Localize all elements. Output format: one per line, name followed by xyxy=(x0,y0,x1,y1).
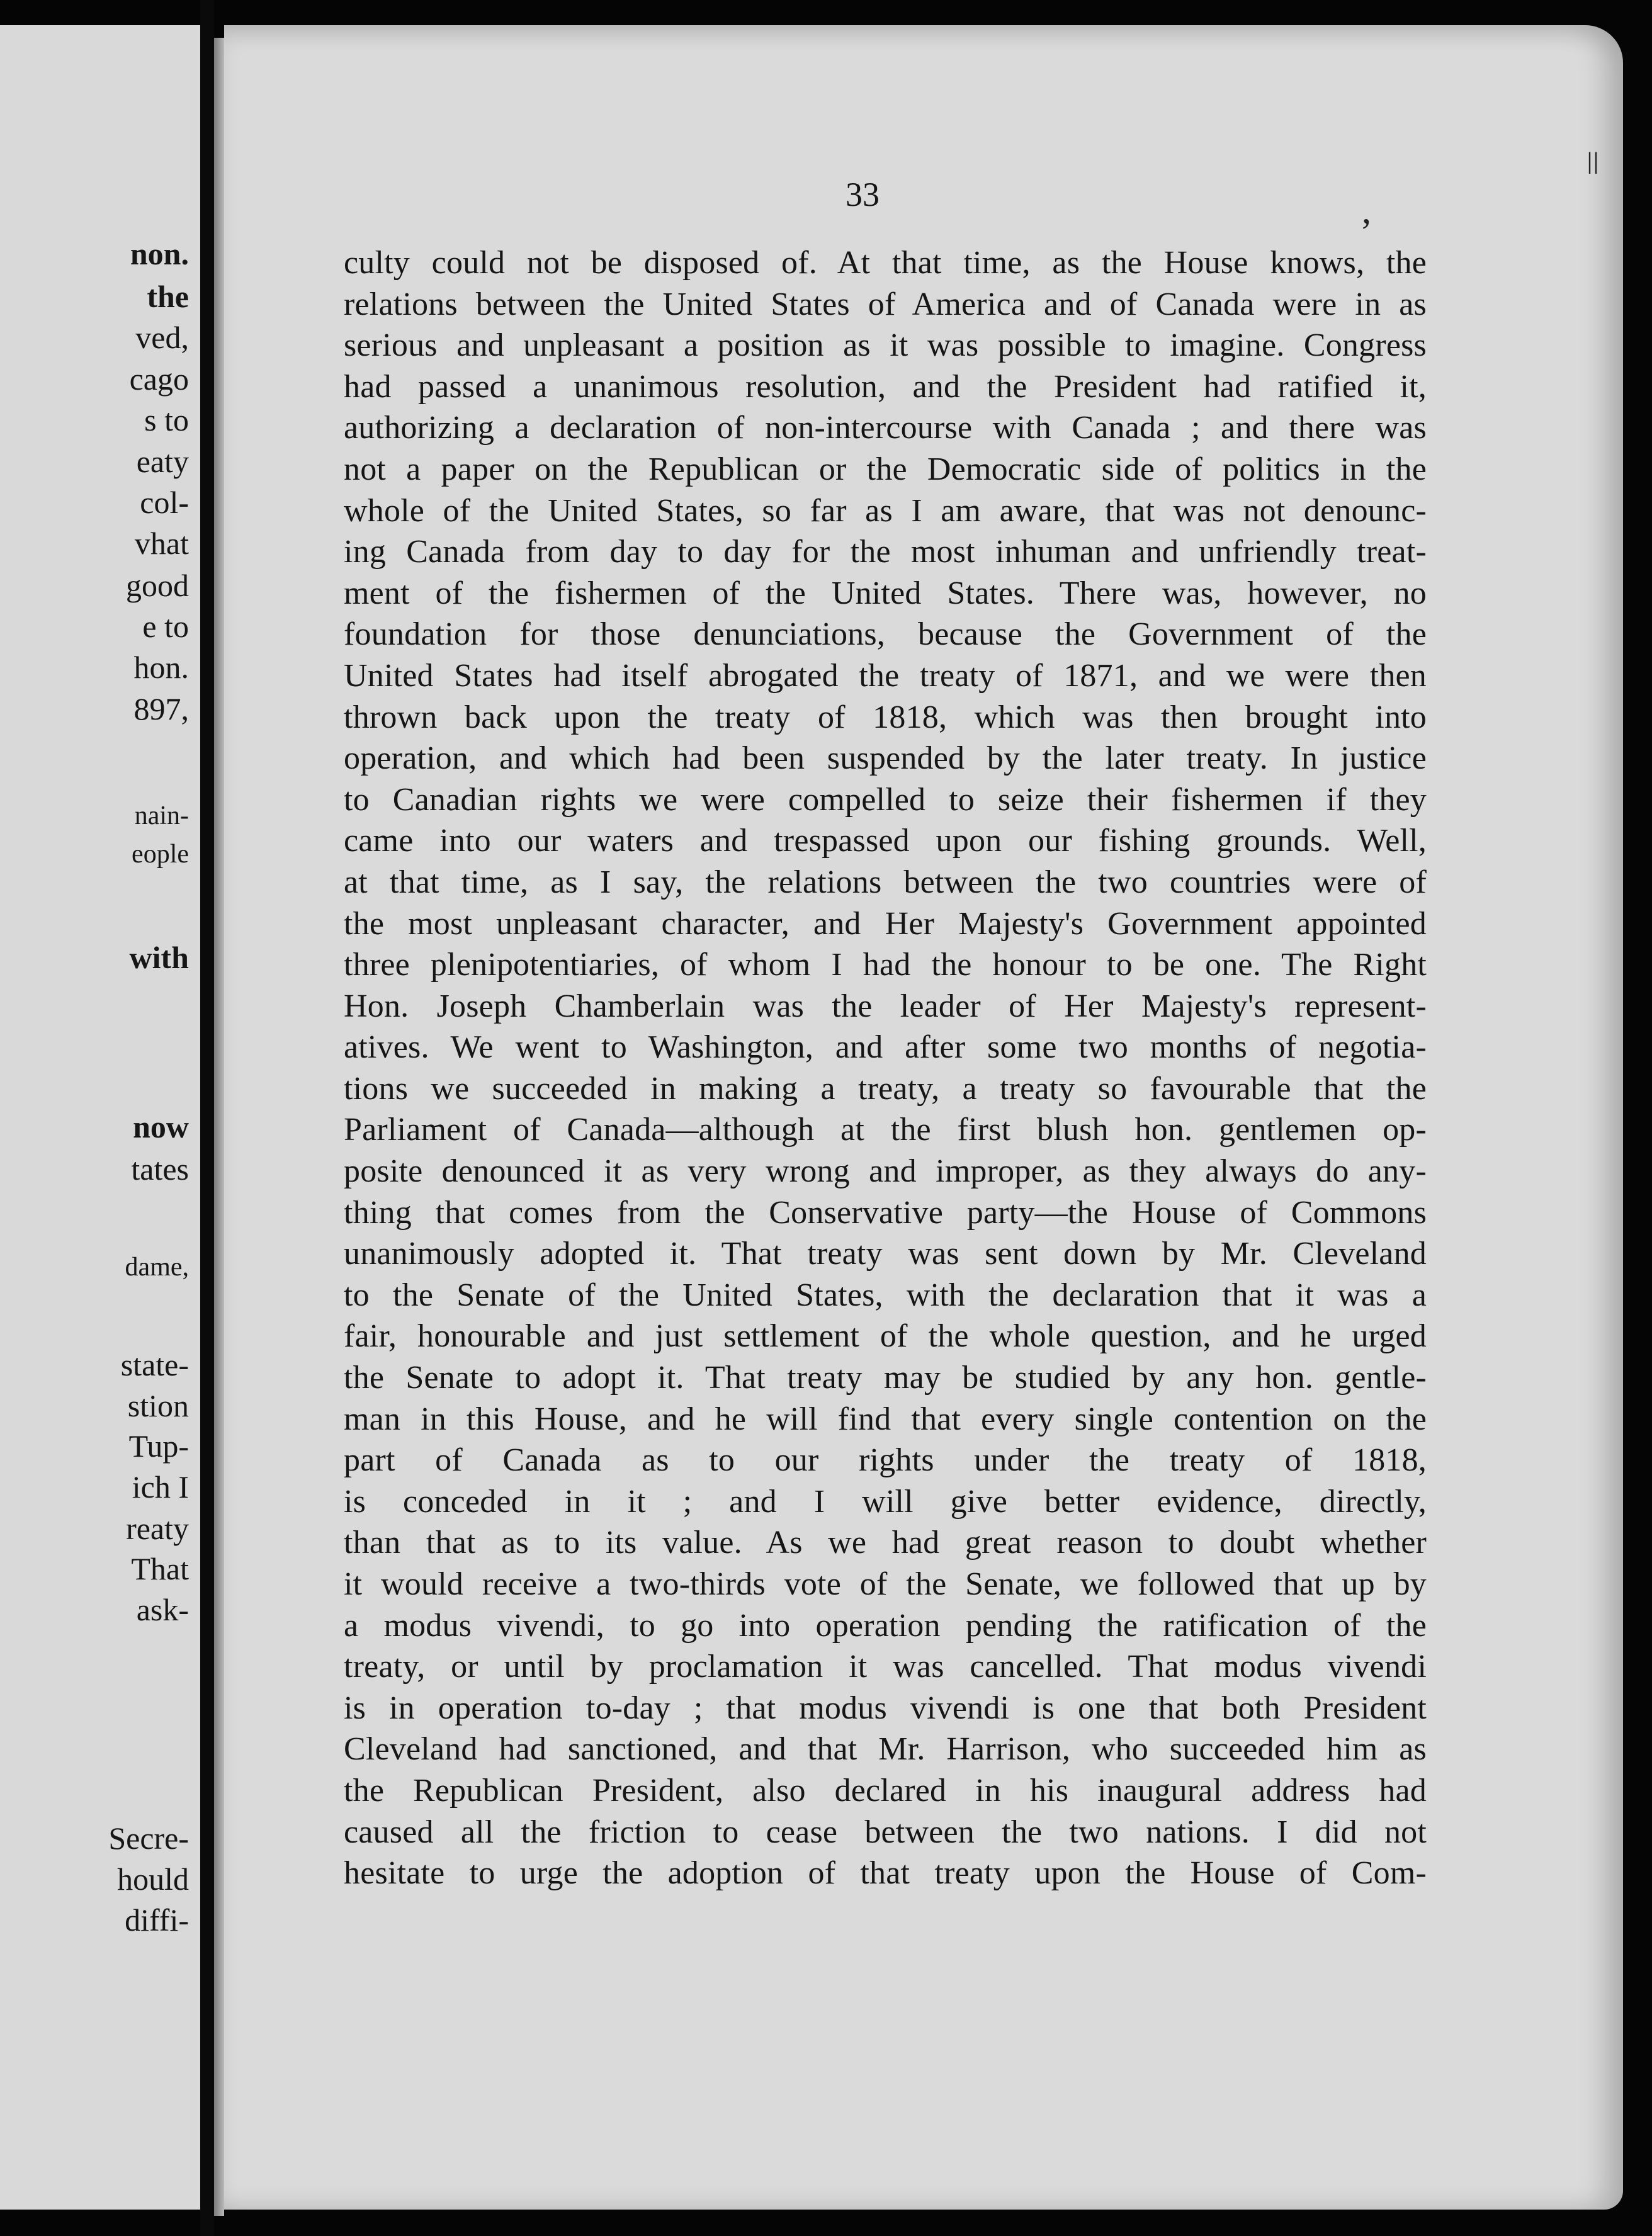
adjacent-page-text-fragment: ich I xyxy=(132,1469,189,1505)
adjacent-page-text-fragment: diffi- xyxy=(125,1902,189,1938)
adjacent-page-text-fragment: ask- xyxy=(136,1592,189,1627)
text-line: relations between the United States of America and of Canada were in as xyxy=(344,286,1427,322)
adjacent-page-text-fragment: That xyxy=(131,1551,189,1586)
text-line: part of Canada as to our rights under the treaty of 1818, xyxy=(344,1442,1427,1479)
text-line: Hon. Joseph Chamberlain was the leader of Her Majesty's represent- xyxy=(344,988,1427,1024)
adjacent-page-text-fragment: cago xyxy=(129,361,189,397)
text-line: thrown back upon the treaty of 1818, which was then brought into xyxy=(344,699,1427,735)
text-line: posite denounced it as very wrong and improper, as they always do any- xyxy=(344,1153,1427,1190)
adjacent-page-text-fragment: tates xyxy=(131,1151,189,1187)
text-line: whole of the United States, so far as I am aware, that was not denounc- xyxy=(344,492,1427,529)
text-line: serious and unpleasant a position as it was possible to imagine. Congress xyxy=(344,327,1427,364)
adjacent-page-text-fragment: the xyxy=(147,279,189,314)
text-line: it would receive a two-thirds vote of the Senate, we followed that up by xyxy=(344,1566,1427,1602)
text-line: came into our waters and trespassed upon our fishing grounds. Well, xyxy=(344,823,1427,859)
adjacent-page-text-fragment: vhat xyxy=(134,526,189,561)
adjacent-page-text-fragment: ved, xyxy=(135,320,189,355)
adjacent-page-text-fragment: s to xyxy=(144,402,189,438)
adjacent-page-text-fragment: now xyxy=(133,1109,189,1144)
text-line: United States had itself abrogated the treaty of 1871, and we were then xyxy=(344,657,1427,694)
text-line: hesitate to urge the adoption of that treaty upon the House of Com- xyxy=(344,1855,1427,1892)
adjacent-page-text-fragment: stion xyxy=(127,1388,189,1423)
text-line: not a paper on the Republican or the Democratic side of politics in the xyxy=(344,451,1427,487)
text-line: had passed a unanimous resolution, and the President had ratified it, xyxy=(344,368,1427,405)
page-number: 33 xyxy=(846,176,880,213)
adjacent-page-text-fragment: eople xyxy=(132,840,189,869)
adjacent-page-text-fragment: e to xyxy=(142,609,189,644)
text-line: man in this House, and he will find that every single contention on the xyxy=(344,1401,1427,1437)
adjacent-page-text-fragment: 897, xyxy=(133,691,189,726)
adjacent-page-text-fragment: Tup- xyxy=(128,1428,189,1464)
adjacent-page-text-fragment: hon. xyxy=(133,650,189,685)
text-line: is in operation to-day ; that modus vivendi is one that both President xyxy=(344,1690,1427,1726)
text-line: atives. We went to Washington, and after some two months of negotia- xyxy=(344,1029,1427,1066)
text-line: unanimously adopted it. That treaty was sent down by Mr. Cleveland xyxy=(344,1236,1427,1272)
text-line: is conceded in it ; and I will give better evidence, directly, xyxy=(344,1483,1427,1520)
text-line: the Republican President, also declared in his inaugural address had xyxy=(344,1772,1427,1809)
text-line: treaty, or until by proclamation it was cancelled. That modus vivendi xyxy=(344,1649,1427,1685)
text-line: caused all the friction to cease between the two nations. I did not xyxy=(344,1814,1427,1850)
adjacent-page-text-fragment: dame, xyxy=(125,1253,189,1282)
text-line: Cleveland had sanctioned, and that Mr. Harrison, who succeeded him as xyxy=(344,1731,1427,1768)
text-line: thing that comes from the Conservative party—the House of Commons xyxy=(344,1194,1427,1231)
text-line: fair, honourable and just settlement of the whole question, and he urged xyxy=(344,1318,1427,1355)
page-fold-edge xyxy=(214,38,224,2216)
text-line: than that as to its value. As we had great reason to doubt whether xyxy=(344,1525,1427,1561)
adjacent-page-text-fragment: non. xyxy=(130,236,189,271)
text-line: the most unpleasant character, and Her Majesty's Government appointed xyxy=(344,905,1427,942)
ink-speck: ǀǀ xyxy=(1587,145,1600,181)
adjacent-page-text-fragment: nain- xyxy=(134,801,189,830)
text-line: Parliament of Canada—although at the first blush hon. gentlemen op- xyxy=(344,1112,1427,1148)
text-line: at that time, as I say, the relations between the two countries were of xyxy=(344,864,1427,900)
text-line: to Canadian rights we were compelled to seize their fishermen if they xyxy=(344,781,1427,818)
body-text xyxy=(344,242,1427,1894)
text-line: operation, and which had been suspended by the later treaty. In justice xyxy=(344,740,1427,777)
text-line: the Senate to adopt it. That treaty may be studied by any hon. gentle- xyxy=(344,1360,1427,1396)
ink-speck: ‚ xyxy=(1360,189,1372,231)
text-line: foundation for those denunciations, because the Government of the xyxy=(344,616,1427,653)
text-line: ment of the fishermen of the United States. There was, however, no xyxy=(344,575,1427,611)
adjacent-page-fragment xyxy=(0,25,200,2210)
adjacent-page-text-fragment: state- xyxy=(120,1347,189,1382)
text-line: authorizing a declaration of non-intercourse with Canada ; and there was xyxy=(344,410,1427,446)
text-line: to the Senate of the United States, with the declaration that it was a xyxy=(344,1277,1427,1313)
text-line: tions we succeeded in making a treaty, a treaty so favourable that the xyxy=(344,1070,1427,1107)
adjacent-page-text-fragment: reaty xyxy=(126,1511,189,1546)
adjacent-page-text-fragment: Secre- xyxy=(108,1821,189,1856)
binding-gutter xyxy=(200,0,214,2236)
adjacent-page-text-fragment: eaty xyxy=(136,444,189,479)
adjacent-page-text-fragment: hould xyxy=(117,1861,189,1897)
text-line: three plenipotentiaries, of whom I had the honour to be one. The Right xyxy=(344,947,1427,983)
adjacent-page-text-fragment: col- xyxy=(140,485,189,520)
text-line: ing Canada from day to day for the most inhuman and unfriendly treat- xyxy=(344,534,1427,570)
adjacent-page-text-fragment: good xyxy=(126,568,189,603)
text-line: culty could not be disposed of. At that time, as the House knows, the xyxy=(344,245,1427,281)
adjacent-page-text-fragment: with xyxy=(129,940,189,975)
text-line: a modus vivendi, to go into operation pending the ratification of the xyxy=(344,1607,1427,1644)
